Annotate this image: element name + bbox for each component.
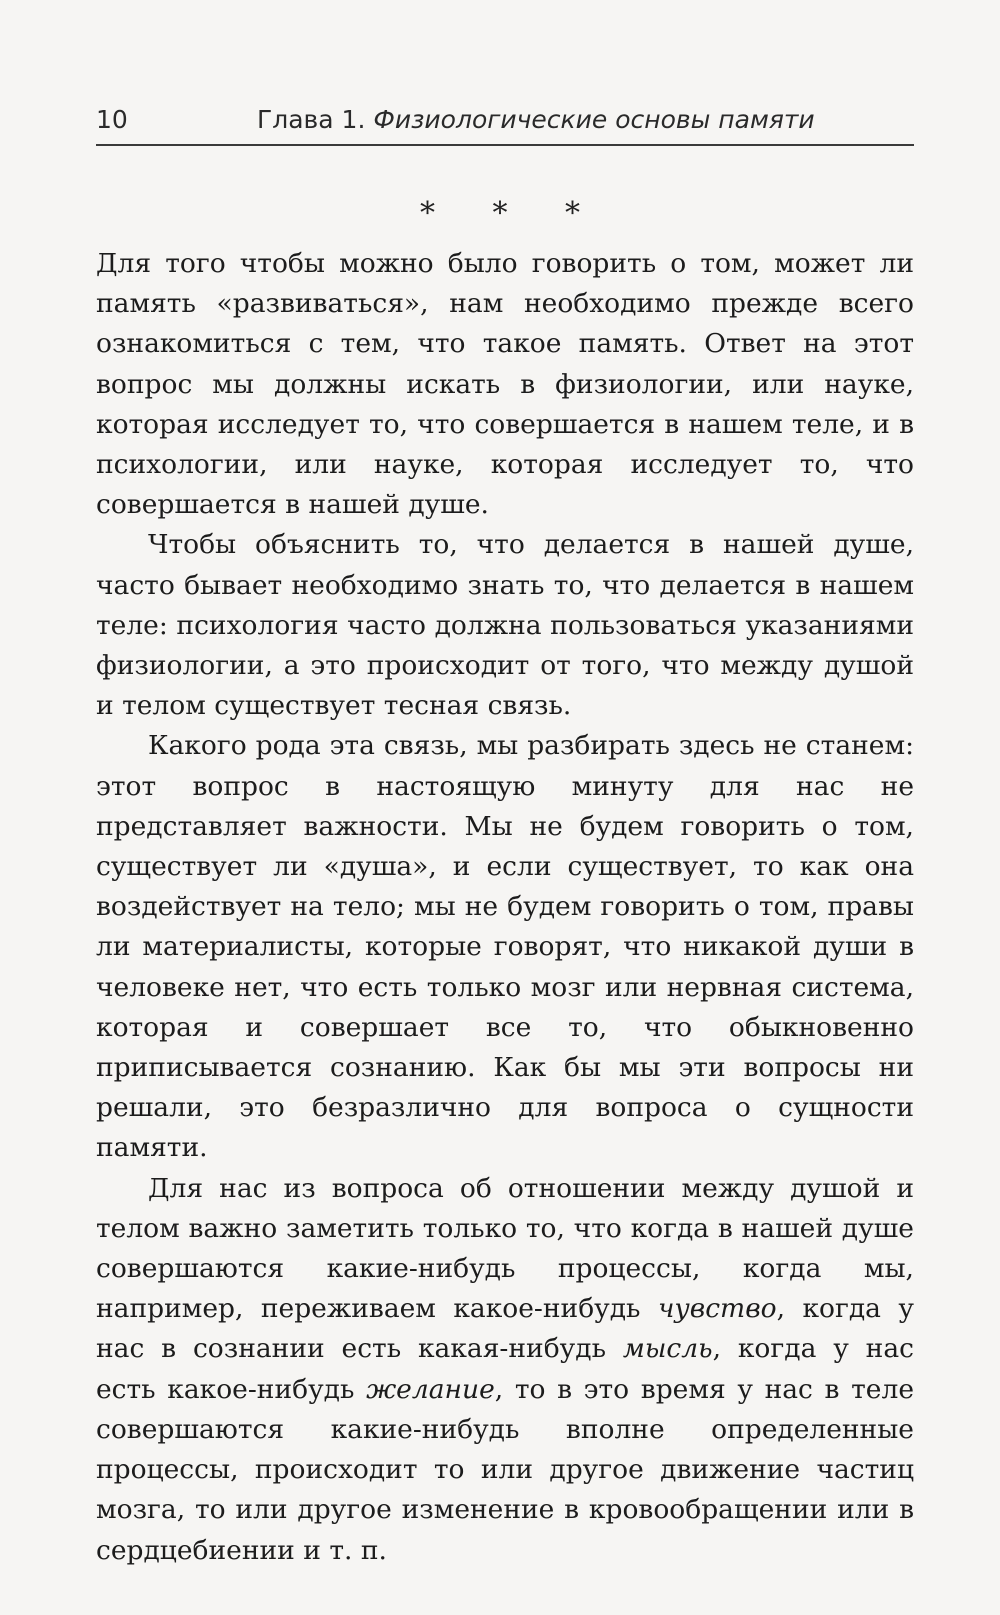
paragraph-4 [96, 1169, 914, 1571]
paragraph-4-text-4: , то в это время у нас в теле совершаются какие-нибудь вполне определенные процессы, происходит то или другое движение частиц мозга, то или другое изменение в кровообращении или в сердцебиении и т. п. [96, 1373, 914, 1566]
chapter-label: Глава 1. [257, 105, 366, 134]
body-text [96, 244, 914, 1571]
section-separator: * * * [419, 196, 605, 231]
chapter-name: Физиологические основы памяти [373, 105, 815, 134]
paragraph-4-text-1: Для нас из вопроса об отношении между душой и телом важно заметить только то, что когда в нашей душе совершаются какие-нибудь процессы, когда мы, например, переживаем какое-нибудь [96, 1172, 914, 1325]
emphasis-thought: мысль [622, 1333, 713, 1365]
paragraph-4-text-2: , когда у нас в сознании есть какая-нибудь [96, 1293, 914, 1365]
emphasis-feeling: чувство [657, 1293, 777, 1325]
paragraph-3: Какого рода эта связь, мы разбирать здесь не станем: этот вопрос в настоящую минуту для нас не представляет важности. Мы не будем говорить о том, существует ли «душа», и если существует, то как она воздействует на тело; мы не будем говорить о том, правы ли материалисты, которые говорят, что никакой души в человеке нет, что есть только мозг или нервная система, которая и совершает все то, что обыкновенно приписывается сознанию. Как бы мы эти вопросы ни решали, это безразлично для вопроса о сущности памяти. [96, 730, 914, 1164]
chapter-title [257, 102, 815, 138]
running-header [96, 100, 914, 146]
emphasis-desire: желание [366, 1373, 495, 1405]
paragraph-1: Для того чтобы можно было говорить о том, может ли память «развиваться», нам необходимо прежде всего ознакомиться с тем, что такое память. Ответ на этот вопрос мы должны искать в физиологии, или науке, которая исследует то, что совершается в нашем теле, и в психологии, или науке, которая исследует то, что совершается в нашей душе. [96, 248, 914, 521]
paragraph-2: Чтобы объяснить то, что делается в нашей душе, часто бывает необходимо знать то, что делается в нашем теле: психология часто должна пользоваться указаниями физиологии, а это происходит от того, что между душой и телом существует тесная связь. [96, 529, 914, 722]
paragraph-4-text-3: , когда у нас есть какое-нибудь [96, 1333, 914, 1405]
page-number: 10 [96, 105, 128, 134]
